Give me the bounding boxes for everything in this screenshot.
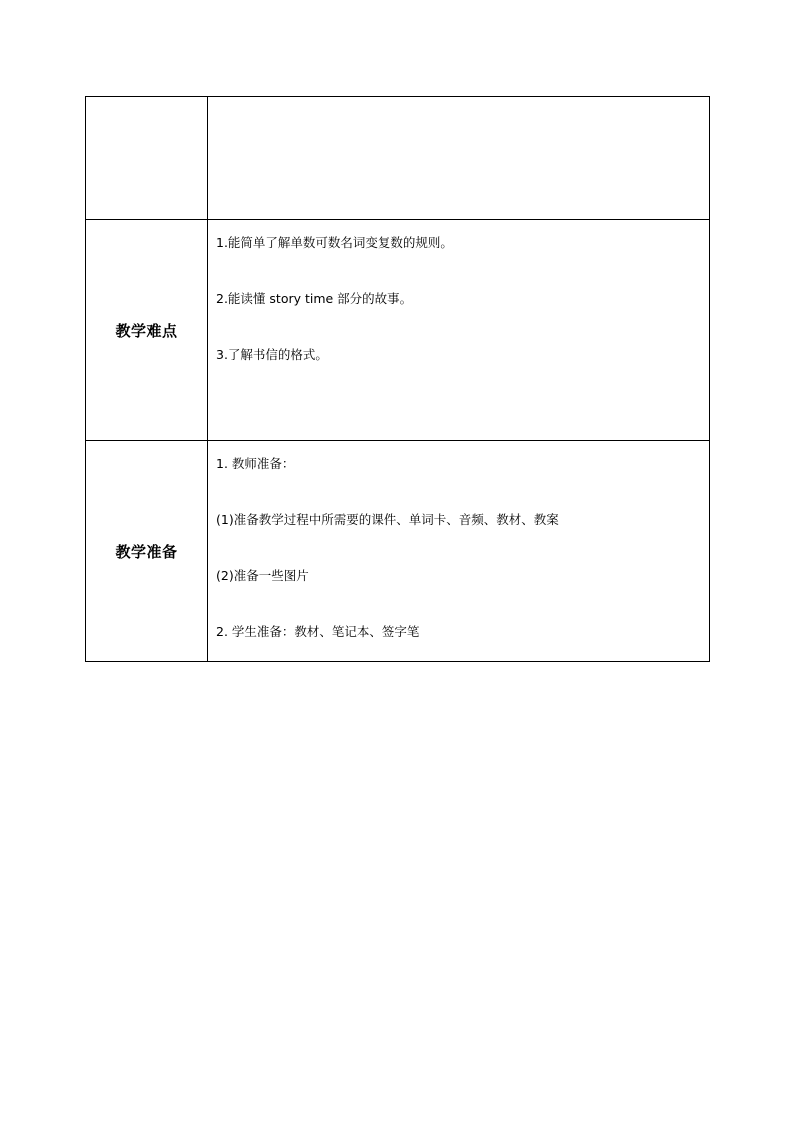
row-content-teaching-preparation (208, 441, 710, 662)
table-row-continued (86, 97, 710, 220)
preparation-item-2: (1)准备教学过程中所需要的课件、单词卡、音频、教材、教案 (216, 512, 559, 527)
row-content-continued (208, 97, 710, 220)
preparation-item-3: (2)准备一些图片 (216, 568, 309, 583)
difficulty-item-3: 3.了解书信的格式。 (216, 347, 328, 362)
row-label-teaching-preparation: 教学准备 (86, 441, 208, 662)
table-row-teaching-preparation (86, 441, 710, 662)
preparation-item-1: 1. 教师准备： (216, 456, 295, 471)
preparation-item-4: 2. 学生准备：教材、笔记本、签字笔 (216, 624, 420, 639)
difficulty-item-2: 2.能读懂 story time 部分的故事。 (216, 291, 413, 306)
table-row-teaching-difficulties (86, 220, 710, 441)
difficulty-item-1: 1.能简单了解单数可数名词变复数的规则。 (216, 235, 453, 250)
row-content-teaching-difficulties (208, 220, 710, 441)
row-label-teaching-difficulties: 教学难点 (86, 220, 208, 441)
lesson-plan-table (85, 96, 710, 662)
row-label-continued (86, 97, 208, 220)
